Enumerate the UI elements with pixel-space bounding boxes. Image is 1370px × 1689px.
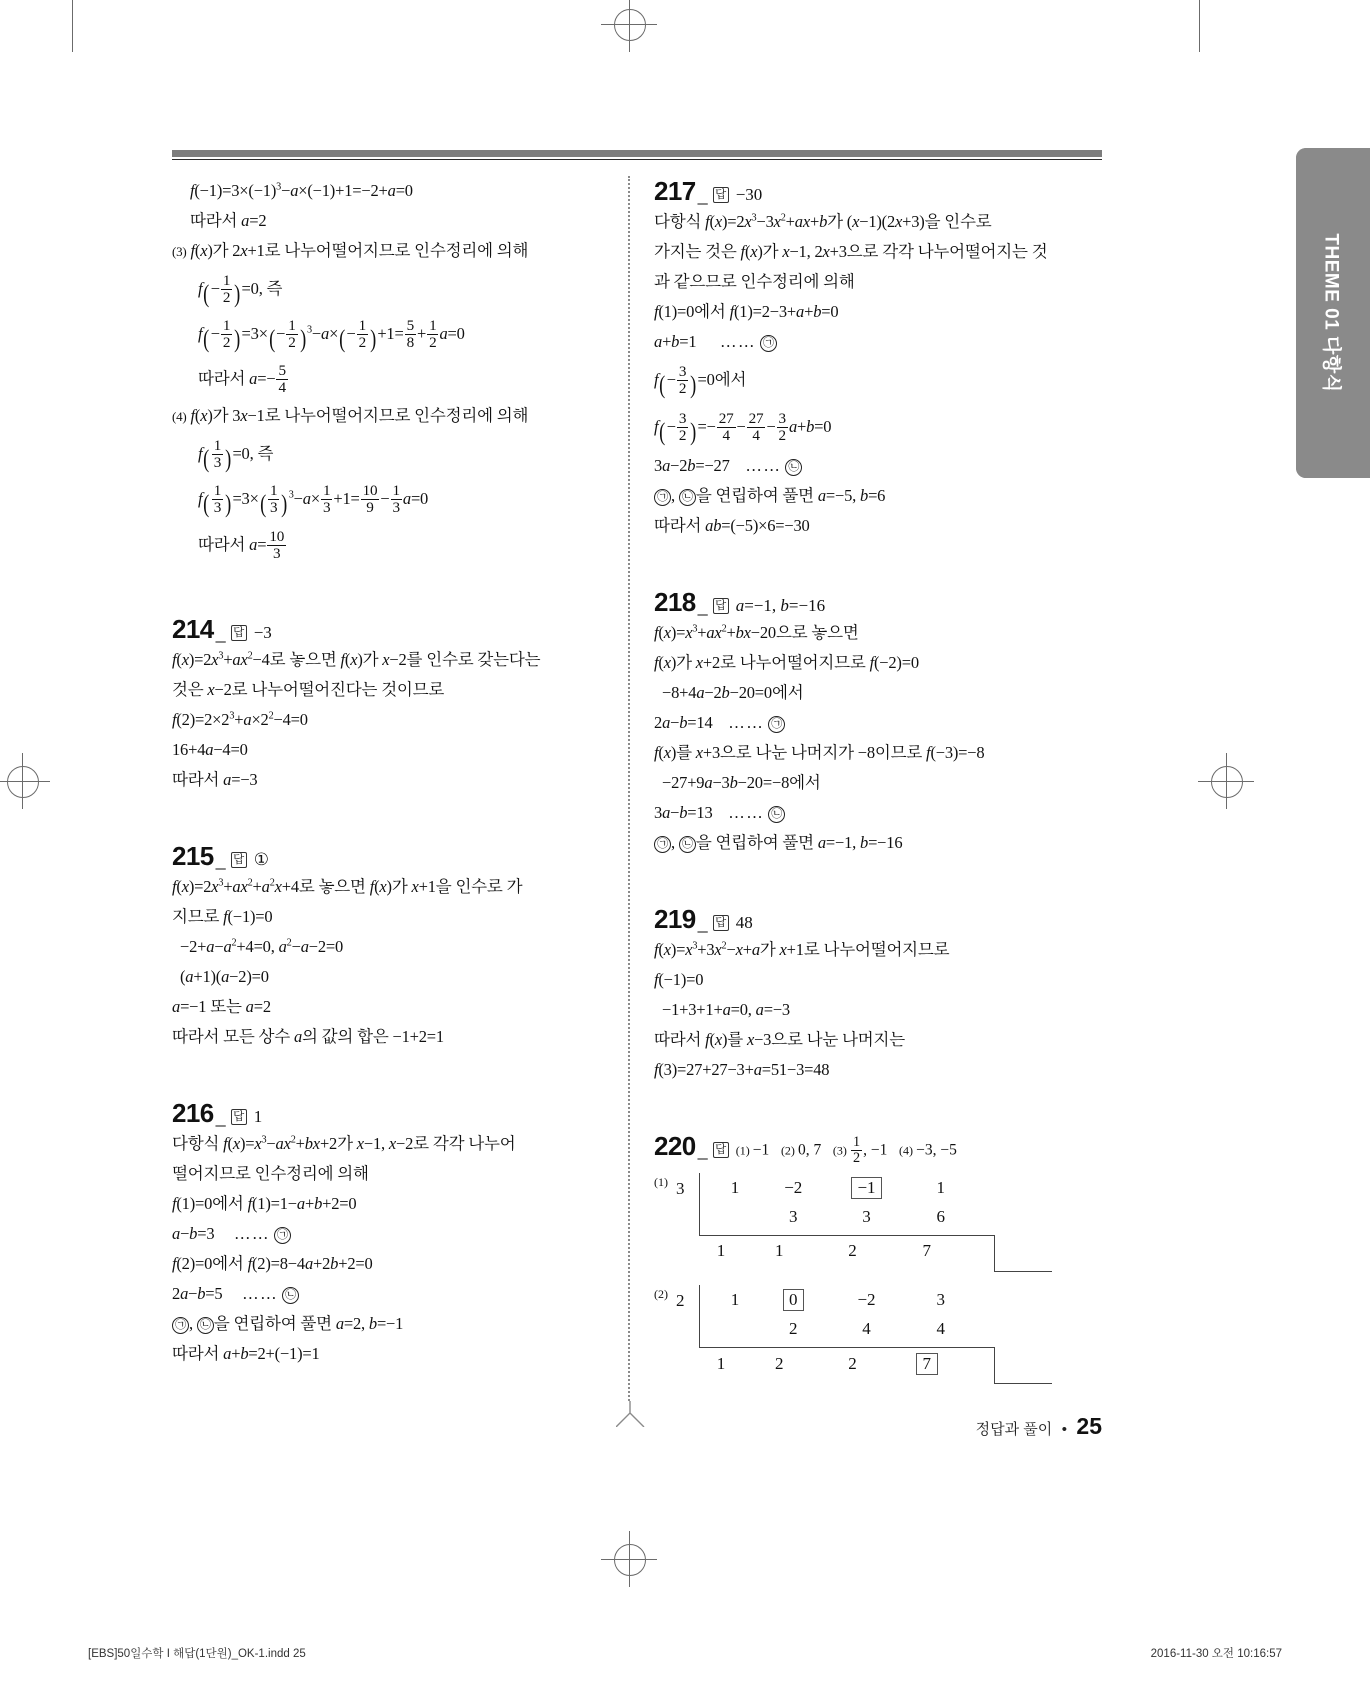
- synth-cell: 2: [789, 1318, 798, 1338]
- crop-mark-top-left: [72, 0, 73, 52]
- math-line: $f(2)=2\times 2^3+a\times 2^2-4=0$: [172, 710, 308, 729]
- right-column: [654, 176, 1084, 1383]
- synth-cell: 1: [730, 1177, 740, 1197]
- answer-part-label: (3): [832, 1144, 847, 1158]
- problem-dash: _: [697, 185, 708, 207]
- synth-cell: 3: [789, 1206, 798, 1226]
- print-info-right: 2016-11-30 오전 10:16:57: [1150, 1648, 1282, 1660]
- problem-answer: −30: [735, 185, 763, 204]
- math-line: 과 같으므로 인수정리에 의해: [654, 272, 855, 291]
- footer-label: 정답과 풀이: [975, 1421, 1053, 1438]
- math-line: ㉠ , ㉡ 을 연립하여 풀면 a=−5, b=6: [654, 481, 1084, 511]
- math-line: 다항식 $f(x)=2x^3-3x^2+ax+b$가 (x−1)(2x+3)을 인수로: [654, 212, 992, 231]
- footer-bullet: •: [1061, 1421, 1067, 1438]
- math-line: 것은 x−2로 나누어떨어진다는 것이므로: [172, 680, 445, 699]
- problem-header-217: [654, 176, 1084, 207]
- math-line: 따라서 a=− $\frac{5}{4}$: [198, 361, 286, 396]
- math-line: 다항식 $f(x)=x^3-ax^2+bx+2$가 x−1, x−2로 각각 나누어: [172, 1134, 516, 1153]
- problem-answer: 48: [735, 913, 753, 932]
- math-line: f(2)=0에서 f(2)=8−4a+2b+2=0: [172, 1254, 373, 1273]
- problem-dash: _: [215, 1107, 226, 1129]
- math-line: $f(x)=x^3+ax^2+bx-20$으로 놓으면: [654, 623, 859, 642]
- problem-number: 220: [654, 1131, 696, 1161]
- problem-dash: _: [697, 1140, 708, 1162]
- problem-answer-parts: (1) −1 (2) 0, 7 (3) $\frac{1}{2}$ , −1 (4) −3, −5: [735, 1134, 957, 1167]
- theme-side-tab-label: THEME 01 다항식: [1320, 233, 1342, 393]
- synth-row-coefficients: [712, 1289, 973, 1311]
- problem-dash: _: [215, 623, 226, 645]
- math-line: 지므로 f(−1)=0: [172, 907, 273, 926]
- math-line: 따라서 ab=(−5)×6=−30: [654, 516, 810, 535]
- math-line: −8+4a−2b−20=0에서: [662, 683, 804, 702]
- math-line: 따라서 f(x)를 x−3으로 나눈 나머지는: [654, 1030, 905, 1049]
- synth-tag: (1): [654, 1174, 668, 1189]
- math-line: $f(-1)=3\times(-1)^3-a\times(-1)+1=-2+a=0$: [190, 181, 413, 200]
- synth-cell: 0: [762, 1289, 824, 1311]
- problem-header-218: [654, 587, 1084, 618]
- math-line: 2a−b=5 …… ㉡: [172, 1279, 602, 1309]
- synth-cell: −1: [829, 1177, 905, 1199]
- math-line: $f(x)=2x^3+ax^2+a^2x+4$로 놓으면 f(x)가 x+1을 인수로 가: [172, 877, 523, 896]
- theme-side-tab: [1296, 148, 1370, 478]
- math-line: f(− $\frac{3}{2}$ )=0에서: [654, 362, 747, 399]
- math-line: a+b=1 …… ㉠: [654, 327, 1084, 357]
- math-line: 16+4a−4=0: [172, 740, 248, 759]
- page-footer: [172, 1413, 1102, 1440]
- problem-number: 216: [172, 1098, 214, 1128]
- synth-cell: 1: [716, 1353, 726, 1373]
- top-rule-thick: [172, 150, 1102, 157]
- synth-cell: 1: [936, 1177, 945, 1197]
- answer-part-label: (2): [780, 1144, 795, 1158]
- problem-header-219: [654, 904, 1084, 935]
- left-column: [172, 176, 602, 1369]
- problem-header-214: [172, 614, 602, 645]
- math-line: f(1)=0에서 f(1)=2−3+a+b=0: [654, 302, 839, 321]
- problem-answer: a=−1, b=−16: [735, 596, 826, 615]
- answer-badge: 답: [713, 1142, 729, 1159]
- math-line: (4) f(x)가 3x−1로 나누어떨어지므로 인수정리에 의해: [172, 406, 529, 425]
- synthetic-division-table-1: [654, 1173, 1084, 1271]
- answer-part-label: (4): [899, 1144, 914, 1158]
- math-line: 3a−2b=−27 …… ㉡: [654, 451, 1084, 481]
- math-line: $-2+a-a^2+4=0$, $a^2-a-2=0$: [180, 937, 344, 956]
- page-number: 25: [1076, 1413, 1102, 1439]
- column-divider: [628, 176, 630, 1401]
- math-line: 따라서 a+b=2+(−1)=1: [172, 1344, 320, 1363]
- problem-header-220: [654, 1131, 1084, 1167]
- synth-row-results: [698, 1353, 959, 1375]
- problem-number: 215: [172, 841, 214, 871]
- synth-cell: 3: [936, 1289, 945, 1309]
- math-line: (a+1)(a−2)=0: [180, 967, 269, 986]
- synth-row-products: [712, 1207, 973, 1227]
- math-line: 3a−b=13 …… ㉡: [654, 798, 1084, 828]
- synthetic-division-table-2: [654, 1285, 1084, 1383]
- problem-header-215: [172, 841, 602, 872]
- answer-badge: 답: [713, 598, 729, 615]
- math-line: $f(x)=2x^3+ax^2-4$로 놓으면 f(x)가 x−2를 인수로 갖는다는: [172, 650, 541, 669]
- math-line: ㉠ , ㉡ 을 연립하여 풀면 a=−1, b=−16: [654, 828, 1084, 858]
- synth-cell: 1: [730, 1289, 740, 1309]
- synth-cell: 2: [848, 1353, 857, 1373]
- answer-badge: 답: [713, 187, 729, 204]
- print-info-left: [EBS]50일수학 I 해답(1단원)_OK-1.indd 25: [88, 1648, 306, 1660]
- answer-badge: 답: [231, 1109, 247, 1126]
- math-line: 따라서 a= $\frac{10}{3}$: [198, 527, 285, 562]
- math-line: 따라서 a=2: [190, 211, 267, 230]
- math-line: f(x)가 x+2로 나누어떨어지므로 f(−2)=0: [654, 653, 919, 672]
- crop-mark-top-right: [1199, 0, 1200, 52]
- math-line: $f(x)=x^3+3x^2-x+a$가 x+1로 나누어떨어지므로: [654, 940, 950, 959]
- math-line: −1+3+1+a=0, a=−3: [662, 1000, 790, 1019]
- problem-answer: 1: [253, 1107, 263, 1126]
- synth-cell: 2: [775, 1353, 784, 1373]
- math-line: 떨어지므로 인수정리에 의해: [172, 1164, 369, 1183]
- synth-cell: 6: [936, 1206, 945, 1226]
- math-line: a−b=3 …… ㉠: [172, 1219, 602, 1249]
- problem-number: 218: [654, 587, 696, 617]
- math-line: f(− $\frac{1}{2}$ )=0, 즉: [198, 271, 283, 308]
- synth-cell: 3: [862, 1206, 871, 1226]
- synth-divisor: 3: [676, 1178, 685, 1198]
- problem-dash: _: [215, 850, 226, 872]
- math-line: f(− $\frac{1}{2}$ )=3×(− $\frac{1}{2}$ )$^3$−a×(− $\frac{1}{2}$ )+1= $\frac{5}{8}$ + $\frac{1}{2}$ a=0: [198, 316, 465, 353]
- math-line: 가지는 것은 f(x)가 x−1, 2x+3으로 각각 나누어떨어지는 것: [654, 242, 1048, 261]
- math-line: ㉠ , ㉡ 을 연립하여 풀면 a=2, b=−1: [172, 1309, 602, 1339]
- synth-row-coefficients: [712, 1177, 973, 1199]
- math-line: f(3)=27+27−3+a=51−3=48: [654, 1060, 830, 1079]
- problem-number: 214: [172, 614, 214, 644]
- math-line: −27+9a−3b−20=−8에서: [662, 773, 821, 792]
- math-line: 따라서 a=−3: [172, 770, 258, 789]
- math-line: f(− $\frac{3}{2}$ )=− $\frac{27}{4}$ − $\frac{27}{4}$ − $\frac{3}{2}$ a+b=0: [654, 409, 832, 446]
- problem-header-216: [172, 1098, 602, 1129]
- answer-badge: 답: [231, 852, 247, 869]
- synth-row-products: [712, 1319, 973, 1339]
- math-line: f( $\frac{1}{3}$ )=3×( $\frac{1}{3}$ )$^3$−a× $\frac{1}{3}$ +1= $\frac{10}{9}$ − $\frac{1}{3}$ a=0: [198, 481, 429, 518]
- problem-dash: _: [697, 913, 708, 935]
- synth-cell-remainder: 7: [895, 1353, 959, 1375]
- math-line: 2a−b=14 …… ㉠: [654, 708, 1084, 738]
- synth-divisor: 2: [676, 1290, 685, 1310]
- math-line: (3) f(x)가 2x+1로 나누어떨어지므로 인수정리에 의해: [172, 241, 529, 260]
- synth-cell: 4: [936, 1318, 945, 1338]
- answer-badge: 답: [713, 915, 729, 932]
- synth-cell: −2: [784, 1177, 803, 1197]
- top-rule-thin: [172, 159, 1102, 160]
- synth-cell-remainder: 7: [922, 1240, 931, 1260]
- synth-cell: −2: [857, 1289, 876, 1309]
- page-content: [172, 150, 1102, 1440]
- math-line: a=−1 또는 a=2: [172, 997, 271, 1016]
- synth-cell: 1: [775, 1240, 784, 1260]
- answer-part-label: (1): [735, 1144, 750, 1158]
- math-line: 따라서 모든 상수 a의 값의 합은 −1+2=1: [172, 1027, 444, 1046]
- math-line: f(−1)=0: [654, 970, 704, 989]
- synth-tag: (2): [654, 1286, 668, 1301]
- print-info-line: [88, 1645, 1282, 1661]
- synth-cell: 2: [848, 1240, 857, 1260]
- synth-cell: 4: [862, 1318, 871, 1338]
- synth-cell: 1: [716, 1240, 726, 1260]
- problem-number: 219: [654, 904, 696, 934]
- math-line: f(x)를 x+3으로 나눈 나머지가 −8이므로 f(−3)=−8: [654, 743, 985, 762]
- synth-row-results: [698, 1241, 959, 1261]
- problem-answer: ①: [253, 850, 269, 869]
- answer-badge: 답: [231, 625, 247, 642]
- problem-number: 217: [654, 176, 696, 206]
- math-line: f(1)=0에서 f(1)=1−a+b+2=0: [172, 1194, 357, 1213]
- problem-dash: _: [697, 596, 708, 618]
- math-line: f( $\frac{1}{3}$ )=0, 즉: [198, 436, 274, 473]
- problem-answer: −3: [253, 623, 272, 642]
